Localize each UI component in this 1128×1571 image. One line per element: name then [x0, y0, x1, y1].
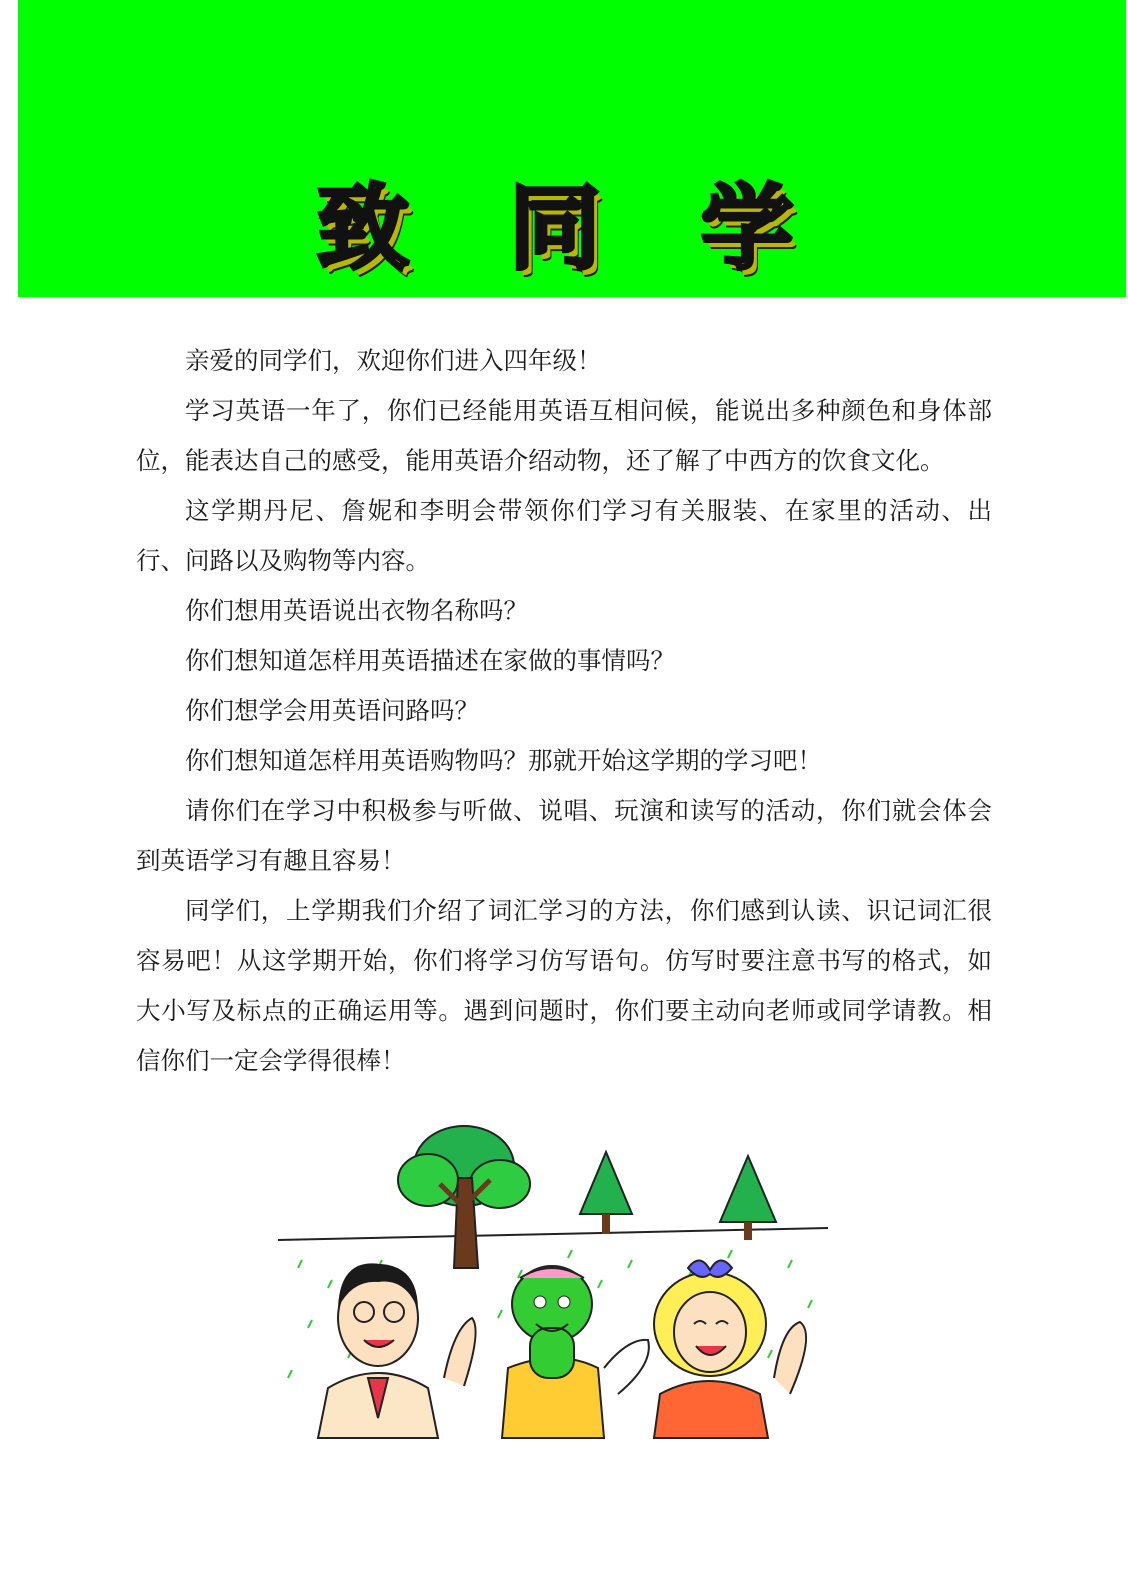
page-title: 致 同 学	[316, 175, 828, 282]
boy-character-icon	[318, 1263, 476, 1438]
big-tree-icon	[398, 1126, 530, 1268]
paragraph: 学习英语一年了，你们已经能用英语互相问候，能说出多种颜色和身体部位，能表达自己的感受，能用英语介绍动物，还了解了中西方的饮食文化。	[136, 396, 992, 475]
dinosaur-character-icon	[502, 1266, 649, 1438]
letter-body	[136, 336, 992, 1086]
paragraph: 请你们在学习中积极参与听做、说唱、玩演和读写的活动，你们就会体会到英语学习有趣且容易！	[136, 796, 992, 875]
pine-tree-icon	[720, 1156, 776, 1240]
paragraph: 你们想学会用英语问路吗？	[185, 696, 479, 725]
paragraph: 你们想知道怎样用英语描述在家做的事情吗？	[185, 646, 675, 675]
pine-tree-icon	[580, 1152, 632, 1234]
cartoon-illustration	[268, 1118, 848, 1448]
header-banner	[18, 0, 1126, 297]
paragraph: 你们想知道怎样用英语购物吗？那就开始这学期的学习吧！	[185, 746, 822, 775]
paragraph: 这学期丹尼、詹妮和李明会带领你们学习有关服装、在家里的活动、出行、问路以及购物等内容。	[136, 496, 992, 575]
girl-character-icon	[654, 1260, 806, 1438]
paragraph: 亲爱的同学们，欢迎你们进入四年级！	[185, 346, 602, 375]
paragraph: 你们想用英语说出衣物名称吗？	[185, 596, 528, 625]
paragraph: 同学们，上学期我们介绍了词汇学习的方法，你们感到认读、识记词汇很容易吧！从这学期开始，你们将学习仿写语句。仿写时要注意书写的格式，如大小写及标点的正确运用等。遇到问题时，你们要主动向老师或同学请教。相信你们一定会学得很棒！	[136, 896, 992, 1075]
